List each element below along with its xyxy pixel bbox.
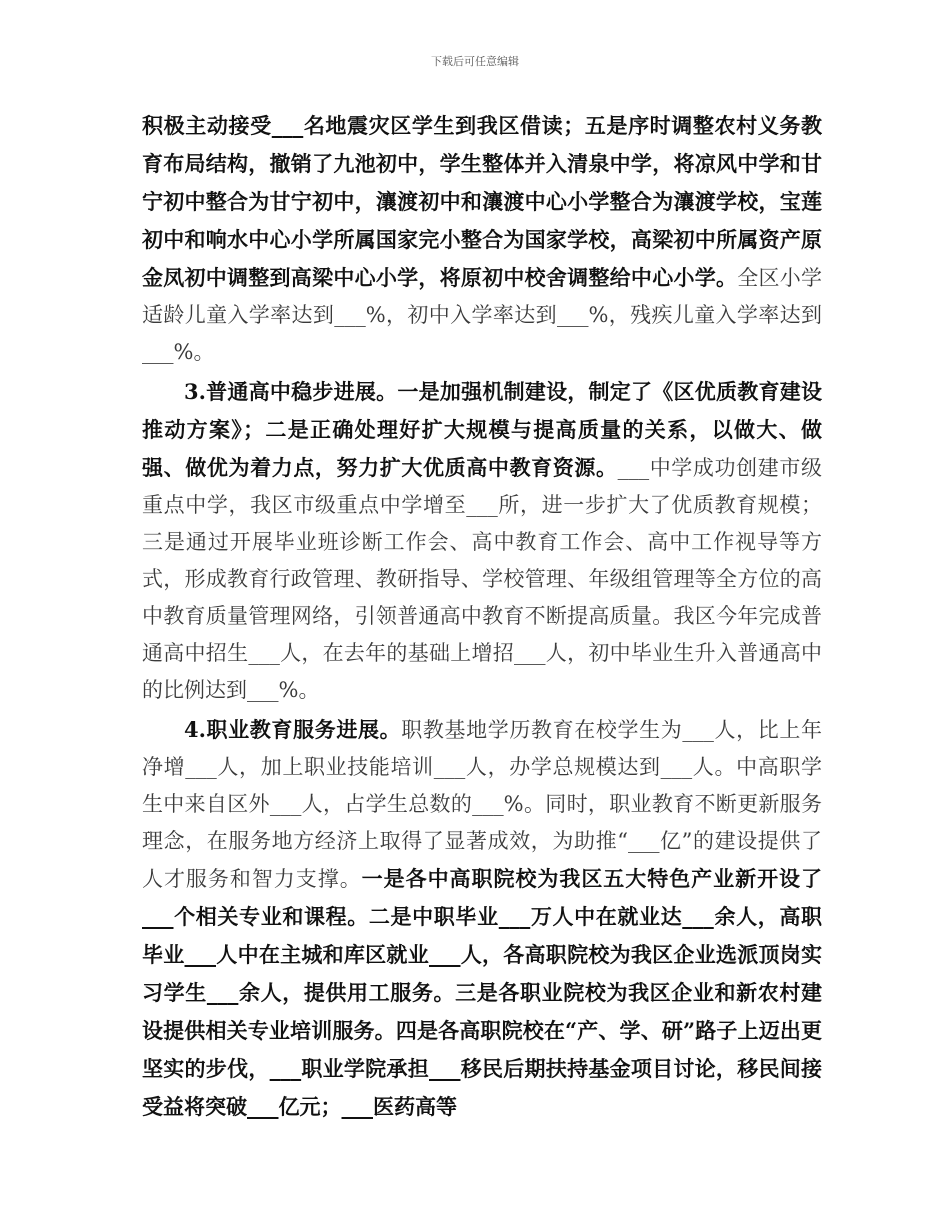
text-bold: 4.职业教育服务进展。 (184, 717, 402, 742)
text-regular: ___中学成功创建市级重点中学，我区市级重点中学增至___所，进一步扩大了优质教育规模；三是通过开展毕业班诊断工作会、高中教育工作会、高中工作视导等方式，形成教育行政管理、教研指导、学校管理、年级组管理等全方位的高中教育质量管理网络，引领普通高中教育不断提高质量。我区今年完成普通高中招生___人，在去年的基础上增招___人，初中毕业生升入普通高中的比例达到___%。 (142, 456, 823, 702)
text-regular: 职教基地学历教育在校学生为___人，比上年净增___人，加上职业技能培训___人，办学总规模达到___人。中高职学生中来自区外___人，占学生总数的___%。同时，职业教育不断更新服务理念，在服务地方经济上取得了显著成效，为助推“___亿”的建设提供了人才服务和智力支撑。 (142, 718, 822, 891)
paragraph-3 (142, 711, 822, 1126)
paragraph-2 (142, 373, 822, 709)
paragraph-1 (142, 107, 822, 371)
text-bold: 一是各中高职院校为我区五大特色产业新开设了___个相关专业和课程。二是中职毕业___万人中在就业达___余人，高职毕业___人中在主城和库区就业___人，各高职院校为我区企业选派顶岗实习学生___余人，提供用工服务。三是各职业院校为我区企业和新农村建设提供相关专业培训服务。四是各高职院校在“产、学、研”路子上迈出更坚实的步伐，___职业学院承担___移民后期扶持基金项目讨论，移民间接受益将突破___亿元；___医药高等 (142, 866, 823, 1119)
text-regular: 全区小学适龄儿童入学率达到___%，初中入学率达到___%，残疾儿童入学率达到___%。 (142, 266, 823, 364)
document-body (142, 107, 822, 1128)
text-bold: 积极主动接受___名地震灾区学生到我区借读；五是序时调整农村义务教育布局结构，撤销了九池初中，学生整体并入清泉中学，将凉风中学和甘宁初中整合为甘宁初中，瀼渡初中和瀼渡中心小学整合为瀼渡学校，宝莲初中和响水中心小学所属国家完小整合为国家学校，高梁初中所属资产原金凤初中调整到高梁中心小学，将原初中校舍调整给中心小学。 (142, 113, 822, 290)
page-header: 下载后可任意编辑 (431, 55, 519, 68)
text-bold: 3.普通高中稳步进展。一是加强机制建设，制定了《区优质教育建设推动方案》；二是正确处理好扩大规模与提高质量的关系，以做大、做强、做优为着力点，努力扩大优质高中教育资源。 (142, 379, 822, 480)
